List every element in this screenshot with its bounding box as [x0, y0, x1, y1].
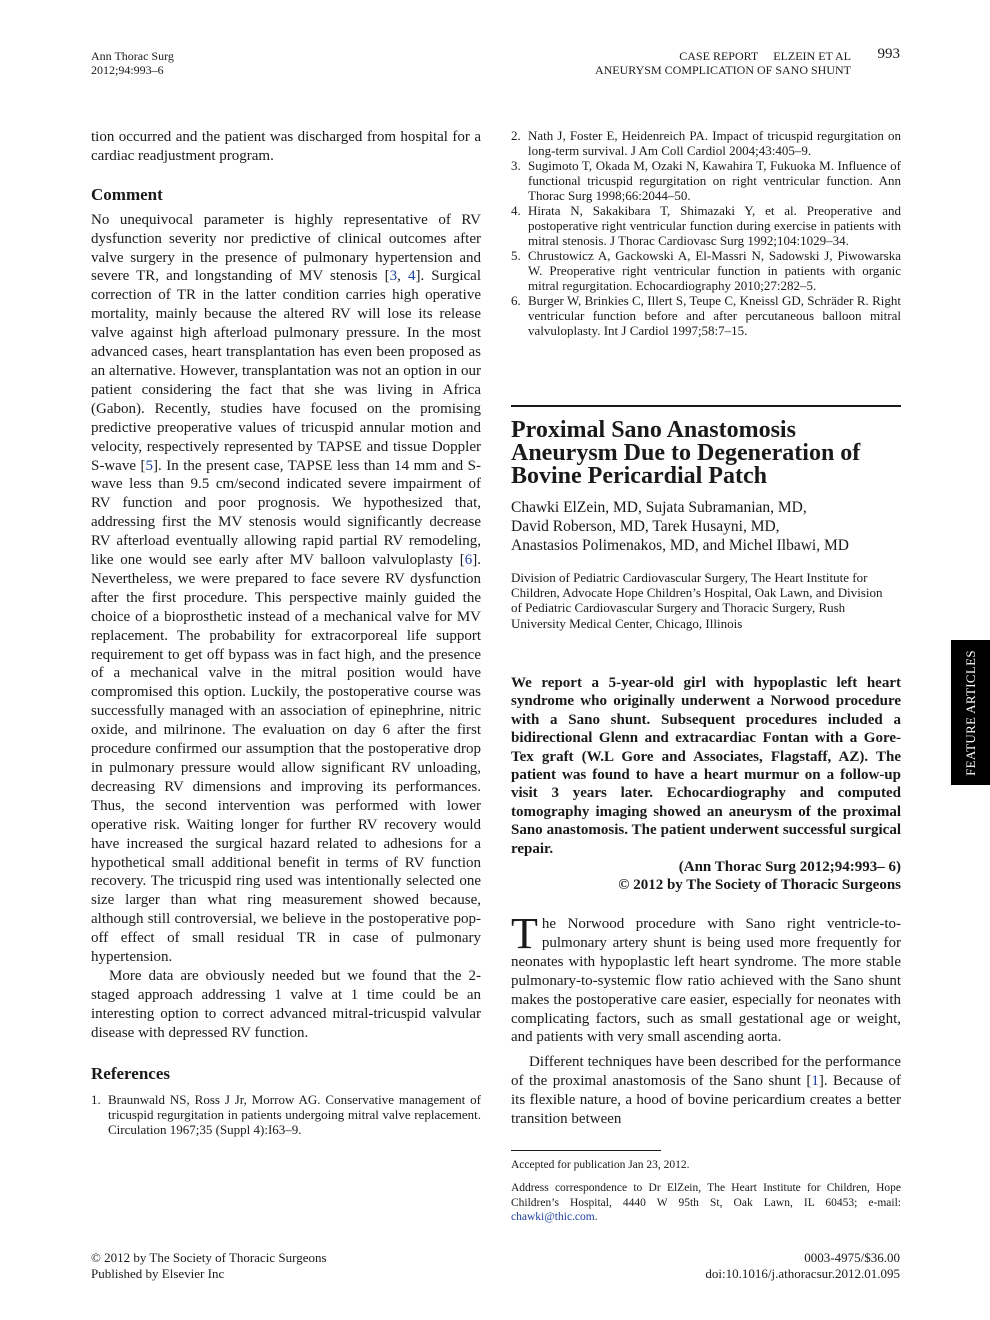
left-column [91, 128, 481, 1137]
citation-link-4[interactable]: 4 [407, 268, 416, 285]
footer-doi: doi:10.1016/j.athoracsur.2012.01.095 [705, 1265, 900, 1281]
reference-item: 3. Sugimoto T, Okada M, Ozaki N, Kawahira T, Fukuoka M. Influence of functional tricuspid regurgitation on right ventricular function. Ann Thorac Surg 1998;66:2044–50. [511, 158, 901, 203]
reference-item: 5. Chrustowicz A, Gackowski A, El-Massri N, Sadowski J, Piwowarska W. Preoperative right ventricular function in patients with organic mitral regurgitation. Echocardiography 2010;27:282–5. [511, 248, 901, 293]
section-side-tab: FEATURE ARTICLES [951, 640, 990, 785]
footer-publisher: Published by Elsevier Inc [91, 1265, 225, 1281]
footer-copyright: © 2012 by The Society of Thoracic Surgeons [91, 1250, 327, 1265]
comment-paragraph-2: More data are obviously needed but we found that the 2-staged approach addressing 1 valve at 1 time could be an interesting option to correct advanced mitral-tricuspid valvular disease with depressed RV function. [91, 967, 481, 1041]
abstract-citation: (Ann Thorac Surg 2012;94:993– 6) [678, 859, 901, 876]
running-header-left [91, 49, 174, 77]
drop-cap: T [511, 909, 538, 958]
intro-paragraph-2: Different techniques have been described for the performance of the proximal anastomosis of the Sano shunt [1]. Because of its flexible nature, a hood of bovine pericardium creates a better transition between [511, 1054, 901, 1128]
abstract-copyright: © 2012 by The Society of Thoracic Surgeons [618, 877, 901, 894]
abstract: We report a 5-year-old girl with hypoplastic left heart syndrome who originally underwent a Norwood procedure with a Sano shunt. Subsequent procedures included a bidirectional Glenn and extracardiac Fontan with a Gore-Tex graft (W.L Gore and Associates, Flagstaff, AZ). The patient was found to have a heart murmur on a follow-up visit 3 years later. Echocardiography and computed tomography imaging showed an aneurysm of the proximal Sano anastomosis. The patient underwent successful surgical repair. (Ann Thorac Surg 2012;94:993– 6) © 2012 by The Society of Thoracic Surgeons [511, 675, 901, 894]
section-label: CASE REPORT [679, 49, 759, 63]
email-link[interactable]: chawki@thic.com [511, 1211, 595, 1223]
page-number: 993 [877, 46, 900, 62]
author-list: Chawki ElZein, MD, Sujata Subramanian, MD, David Roberson, MD, Tarek Husayni, MD, Anastasios Polimenakos, MD, and Michel Ilbawi, MD [511, 499, 849, 554]
reference-list-left [91, 1092, 481, 1137]
journal-citation: 2012;94:993–6 [91, 63, 164, 77]
reference-item: 1. Braunwald NS, Ross J Jr, Morrow AG. Conservative management of tricuspid regurgitation in patients undergoing mitral valve replacement. Circulation 1967;35 (Suppl 4):I63–9. [91, 1091, 481, 1137]
journal-name: Ann Thorac Surg [91, 49, 174, 63]
citation-link-1[interactable]: 1 [811, 1073, 819, 1090]
article-title: Proximal Sano Anastomosis Aneurysm Due to Degeneration of Bovine Pericardial Patch [511, 417, 861, 489]
citation-link-6[interactable]: 6 [464, 552, 473, 569]
footer-issn: 0003-4975/$36.00 [804, 1250, 900, 1265]
footer-left [91, 1250, 327, 1281]
running-title: ANEURYSM COMPLICATION OF SANO SHUNT [594, 63, 851, 77]
intro-paragraph-1: The Norwood procedure with Sano right ventricle-to-pulmonary artery shunt is being used more frequently for neonates with hypoplastic left heart syndrome. The more stable pulmonary-to-systemic flow ratio achieved with the Sano shunt makes the postoperative care easier, especially for neonates with complicating factors, such as small gestational age or weight, and patients with very small ascending aorta. [511, 909, 901, 1046]
references-heading: References [91, 1063, 170, 1083]
citation-link-3[interactable]: 3 [389, 268, 398, 285]
carryover-paragraph: tion occurred and the patient was discharged from hospital for a cardiac readjustment program. [91, 129, 481, 164]
running-header-right [520, 49, 851, 77]
comment-paragraph-1: No unequivocal parameter is highly representative of RV dysfunction severity nor predictive of clinical outcomes after valve surgery in the presence of pulmonary hypertension and severe TR, and longstanding of MV stenosis [3, 4]. Surgical correction of TR in the latter condition carries high operative mortality, mainly because the altered RV will lose its release valve against high afterload pulmonary pressure. In the most advanced cases, heart transplantation has even been proposed as an alternative. However, transplantation was not an option in our patient considering the fact that she was living in Africa (Gabon). Recently, studies have focused on the promising predictive preoperative values of tricuspid annular motion and velocity, respectively represented by TAPSE and tissue Doppler S-wave [5]. In the present case, TAPSE less than 14 mm and S-wave less than 9.5 cm/second indicated severe impairment of RV function and poor prognosis. We hypothesized that, addressing first the MV stenosis would significantly decrease RV afterload eventually allowing rapid partial RV remodeling, like one would see early after MV balloon valvuloplasty [6]. Nevertheless, we were prepared to face severe RV dysfunction after the first procedure. This perspective mainly guided the choice of a bioprosthetic instead of a mechanical valve for MV replacement. The probability for extracorporeal life support requirement to get off bypass was in fact high, and the presence of a mechanical valve in the mitral position would have compromised this option. Luckily, the postoperative course was successfully managed with an association of epinephrine, nitric oxide, and milrinone. The evaluation on day 6 after the first procedure confirmed our assumption that the postoperative drop in pulmonary pressure would allow significant RV unloading, decreasing RV dimensions and improving its performances. Thus, the second intervention was performed with lower operative risk. Waiting longer for further RV recovery would have increased the surgical hazard related to adhesions for a hypothetical small additional benefit in terms of RV function recovery. The tricuspid ring used was intentionally selected one size larger than what ring measurement showed because, although still controversial, we believe in the postoperative pop-off effect of small residual TR in case of pulmonary hypertension. [91, 211, 482, 966]
footnote-rule [511, 1150, 661, 1151]
comment-heading: Comment [91, 184, 163, 204]
reference-list-right [511, 128, 901, 338]
reference-list-right-container [511, 128, 901, 338]
reference-item: 6. Burger W, Brinkies C, Illert S, Teupe C, Kneissl GD, Schräder R. Right ventricular function before and after percutaneous balloon mitral valvuloplasty. Int J Cardiol 1997;58:7–15. [511, 293, 901, 338]
reference-item: 4. Hirata N, Sakakibara T, Shimazaki Y, et al. Preoperative and postoperative right ventricular function during exercise in patients with mitral stenosis. J Thorac Cardiovasc Surg 1992;104:1029–34. [511, 203, 901, 248]
reference-item: 2. Nath J, Foster E, Heidenreich PA. Impact of tricuspid regurgitation on long-term survival. J Am Coll Cardiol 2004;43:405–9. [511, 128, 901, 158]
author-short: ELZEIN ET AL [773, 49, 851, 63]
introduction [511, 909, 901, 1129]
article-divider [511, 405, 901, 407]
correspondence-note: Address correspondence to Dr ElZein, The Heart Institute for Children, Hope Children’s Hospital, 4440 W 95th St, Oak Lawn, IL 60453; e-mail: chawki@thic.com. [511, 1182, 901, 1223]
citation-link-5[interactable]: 5 [145, 457, 153, 474]
footer-right [600, 1250, 900, 1281]
accepted-note: Accepted for publication Jan 23, 2012. [511, 1159, 690, 1171]
affiliation: Division of Pediatric Cardiovascular Surgery, The Heart Institute for Children, Advocate Hope Children’s Hospital, Oak Lawn, and Division of Pediatric Cardiovascular Surgery and Thoracic Surgery, Rush University Medical Center, Chicago, Illinois [511, 570, 883, 631]
